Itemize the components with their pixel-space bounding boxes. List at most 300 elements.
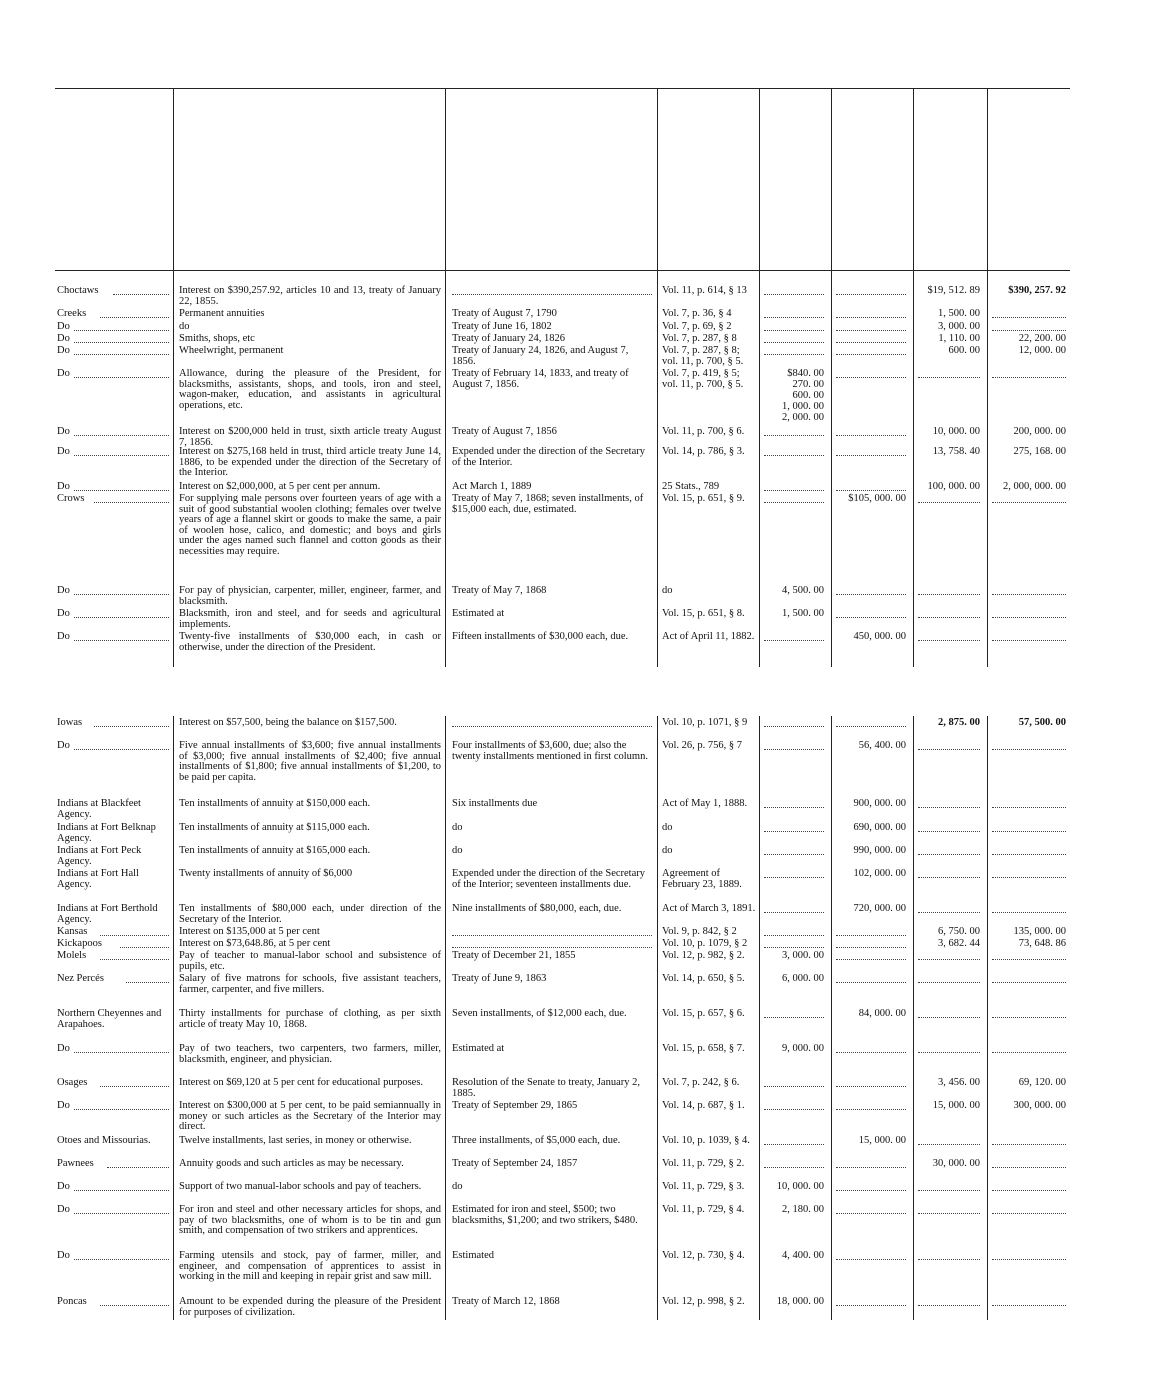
row-description: Ten installments of annuity at $115,000 each. (179, 822, 370, 833)
leader-dots (74, 455, 169, 456)
column-rule (987, 88, 988, 667)
leader-dots (836, 594, 906, 595)
leader-dots (992, 807, 1066, 808)
leader-dots (764, 455, 824, 456)
row-permanent-amount: 100, 000. 00 (927, 481, 980, 492)
leader-dots (918, 502, 980, 503)
leader-dots (836, 435, 906, 436)
row-permanent-amount: 2, 875. 00 (938, 717, 980, 728)
leader-dots (918, 377, 980, 378)
row-name: Choctaws (57, 285, 99, 296)
row-aggregate-amount: 990, 000. 00 (853, 845, 906, 856)
leader-dots (74, 377, 169, 378)
row-installments: Estimated for iron and steel, $500; two blacksmiths, $1,200; and two strikers, $480. (452, 1204, 638, 1226)
row-name: Indians at Fort Belknap Agency. (57, 822, 156, 844)
row-permanent-amount: 3, 682. 44 (938, 938, 980, 949)
leader-dots (764, 330, 824, 331)
leader-dots (992, 1167, 1066, 1168)
leader-dots (764, 435, 824, 436)
row-installments: Expended under the direction of the Secretary of the Interior. (452, 446, 646, 468)
row-reference: Vol. 10, p. 1071, § 9 (662, 717, 748, 728)
leader-dots (836, 1086, 906, 1087)
row-description: Allowance, during the pleasure of the President, for blacksmiths, assistants, shops, and tools, iron and steel, wagon-maker, education, and assistants in agricultural operations, etc. (179, 368, 441, 411)
leader-dots (74, 342, 169, 343)
leader-dots (764, 854, 824, 855)
row-name: Do (57, 1181, 70, 1192)
leader-dots (764, 502, 824, 503)
row-name: Do (57, 426, 70, 437)
row-description: Interest on $200,000 held in trust, sixth article treaty August 7, 1856. (179, 426, 441, 448)
row-trust-amount: 200, 000. 00 (1013, 426, 1066, 437)
row-trust-amount: 12, 000. 00 (1018, 345, 1066, 356)
row-aggregate-amount: 56, 400. 00 (858, 740, 906, 751)
leader-dots (918, 959, 980, 960)
row-description: For iron and steel and other necessary articles for shops, and pay of two blacksmiths, one of whom is to be tin and gun smith, and compensation of two strikers and apprentices. (179, 1204, 441, 1236)
row-description: Interest on $275,168 held in trust, third article treaty June 14, 1886, to be expended under the direction of the Secretary of the Interior. (179, 446, 441, 478)
leader-dots (918, 1190, 980, 1191)
row-reference: 25 Stats., 789 (662, 481, 720, 492)
row-aggregate-amount: 900, 000. 00 (853, 798, 906, 809)
leader-dots (764, 342, 824, 343)
row-name: Do (57, 368, 70, 379)
row-description: Ten installments of annuity at $150,000 each. (179, 798, 371, 809)
row-description: Annuity goods and such articles as may be necessary. (179, 1158, 404, 1169)
leader-dots (836, 490, 906, 491)
row-installments: Estimated at (452, 1043, 505, 1054)
row-permanent-amount: 600. 00 (948, 345, 980, 356)
row-description: Twenty-five installments of $30,000 each, in cash or otherwise, under the direction of the President. (179, 631, 441, 653)
leader-dots (992, 1190, 1066, 1191)
leader-dots (992, 1144, 1066, 1145)
leader-dots (992, 831, 1066, 832)
row-description: Amount to be expended during the pleasure of the President for purposes of civilization. (179, 1296, 441, 1318)
leader-dots (107, 1167, 170, 1168)
leader-dots (74, 640, 169, 641)
row-name: Iowas (57, 717, 83, 728)
row-annual-amount: 1, 500. 00 (782, 608, 824, 619)
row-name: Poncas (57, 1296, 87, 1307)
row-installments: Treaty of December 21, 1855 (452, 950, 576, 961)
leader-dots (992, 1305, 1066, 1306)
leader-dots (100, 959, 169, 960)
row-description: Ten installments of annuity at $165,000 each. (179, 845, 371, 856)
leader-dots (836, 935, 906, 936)
row-reference: Vol. 12, p. 982, § 2. (662, 950, 745, 961)
leader-dots (918, 854, 980, 855)
leader-dots (836, 1052, 906, 1053)
leader-dots (918, 1052, 980, 1053)
leader-dots (74, 1190, 169, 1191)
leader-dots (836, 1190, 906, 1191)
row-reference: Vol. 11, p. 614, § 13 (662, 285, 747, 296)
row-reference: Vol. 11, p. 729, § 2. (662, 1158, 745, 1169)
leader-dots (100, 935, 169, 936)
row-permanent-amount: 30, 000. 00 (932, 1158, 980, 1169)
row-name: Otoes and Missourias. (57, 1135, 151, 1146)
row-reference: Vol. 14, p. 650, § 5. (662, 973, 745, 984)
leader-dots (992, 854, 1066, 855)
row-name: Do (57, 345, 70, 356)
leader-dots (992, 749, 1066, 750)
row-reference: Vol. 15, p. 651, § 9. (662, 493, 745, 504)
row-aggregate-amount: 102, 000. 00 (853, 868, 906, 879)
row-annual-amount: 1, 000. 00 (782, 401, 824, 412)
leader-dots (764, 807, 824, 808)
leader-dots (100, 1305, 169, 1306)
leader-dots (764, 1086, 824, 1087)
row-reference: Vol. 12, p. 998, § 2. (662, 1296, 745, 1307)
row-aggregate-amount: 690, 000. 00 (853, 822, 906, 833)
row-annual-amount: 6, 000. 00 (782, 973, 824, 984)
row-trust-amount: 57, 500. 00 (1018, 717, 1066, 728)
leader-dots (992, 377, 1066, 378)
row-description: Pay of teacher to manual-labor school and subsistence of pupils, etc. (179, 950, 441, 972)
row-installments: Treaty of August 7, 1790 (452, 308, 557, 319)
column-rule (445, 716, 446, 1320)
header-bottom-rule (55, 270, 1070, 271)
leader-dots (992, 640, 1066, 641)
row-trust-amount: 73, 648. 86 (1018, 938, 1066, 949)
row-annual-amount: 3, 000. 00 (782, 950, 824, 961)
column-rule (759, 88, 760, 667)
row-name: Molels (57, 950, 87, 961)
leader-dots (74, 435, 169, 436)
leader-dots (764, 490, 824, 491)
row-reference: Vol. 7, p. 287, § 8 (662, 333, 737, 344)
leader-dots (126, 982, 169, 983)
row-installments: do (452, 822, 463, 833)
leader-dots (836, 959, 906, 960)
row-trust-amount: $390, 257. 92 (1008, 285, 1066, 296)
leader-dots (918, 912, 980, 913)
row-description: Blacksmith, iron and steel, and for seeds and agricultural implements. (179, 608, 441, 630)
leader-dots (992, 317, 1066, 318)
leader-dots (918, 807, 980, 808)
leader-dots (764, 640, 824, 641)
row-description: Interest on $57,500, being the balance on $157,500. (179, 717, 397, 728)
row-reference: Vol. 7, p. 242, § 6. (662, 1077, 740, 1088)
leader-dots (764, 1167, 824, 1168)
column-rule (173, 88, 174, 667)
leader-dots (918, 749, 980, 750)
column-rule (831, 88, 832, 667)
leader-dots (918, 877, 980, 878)
row-installments: do (452, 845, 463, 856)
leader-dots (452, 935, 652, 936)
row-name: Do (57, 1204, 70, 1215)
table-top-rule (55, 88, 1070, 89)
row-description: Interest on $2,000,000, at 5 per cent per annum. (179, 481, 381, 492)
leader-dots (764, 947, 824, 948)
row-reference: Vol. 10, p. 1039, § 4. (662, 1135, 750, 1146)
row-description: Farming utensils and stock, pay of farmer, miller, and engineer, and compensation of apprentices to assist in working in the mill and keeping in repair grist and saw mill. (179, 1250, 441, 1282)
row-trust-amount: 22, 200. 00 (1018, 333, 1066, 344)
row-installments: Treaty of January 24, 1826 (452, 333, 566, 344)
row-description: Five annual installments of $3,600; five annual installments of $3,000; five annual installments of $2,400; five annual installments of $1,800; five annual installments of $1,200, to be paid per capita. (179, 740, 441, 783)
leader-dots (764, 749, 824, 750)
row-reference: Vol. 11, p. 700, § 6. (662, 426, 745, 437)
leader-dots (764, 294, 824, 295)
row-permanent-amount: 10, 000. 00 (932, 426, 980, 437)
leader-dots (836, 330, 906, 331)
row-installments: Six installments due (452, 798, 538, 809)
row-name: Do (57, 321, 70, 332)
row-description: Interest on $300,000 at 5 per cent, to be paid semiannually in money or such articles as the Secretary of the Interior may direct. (179, 1100, 441, 1132)
row-description: Support of two manual-labor schools and pay of teachers. (179, 1181, 422, 1192)
leader-dots (74, 617, 169, 618)
row-permanent-amount: 15, 000. 00 (932, 1100, 980, 1111)
row-name: Northern Cheyennes and Arapahoes. (57, 1008, 162, 1030)
row-annual-amount: 10, 000. 00 (776, 1181, 824, 1192)
row-reference: Act of March 3, 1891. (662, 903, 756, 914)
row-reference: do (662, 845, 673, 856)
leader-dots (452, 294, 652, 295)
row-name: Pawnees (57, 1158, 94, 1169)
row-name: Indians at Fort Hall Agency. (57, 868, 139, 890)
row-name: Indians at Fort Peck Agency. (57, 845, 142, 867)
row-installments: Treaty of September 29, 1865 (452, 1100, 578, 1111)
row-description: For pay of physician, carpenter, miller, engineer, farmer, and blacksmith. (179, 585, 441, 607)
leader-dots (74, 354, 169, 355)
leader-dots (836, 342, 906, 343)
leader-dots (836, 377, 906, 378)
row-installments: Seven installments, of $12,000 each, due. (452, 1008, 627, 1019)
row-annual-amount: 600. 00 (792, 390, 824, 401)
row-installments: Nine installments of $80,000, each, due. (452, 903, 622, 914)
leader-dots (836, 1109, 906, 1110)
row-description: Interest on $390,257.92, articles 10 and 13, treaty of January 22, 1855. (179, 285, 441, 307)
row-reference: Vol. 14, p. 687, § 1. (662, 1100, 745, 1111)
row-description: Ten installments of $80,000 each, under direction of the Secretary of the Interior. (179, 903, 441, 925)
leader-dots (836, 982, 906, 983)
leader-dots (764, 912, 824, 913)
row-installments: Treaty of August 7, 1856 (452, 426, 557, 437)
leader-dots (836, 726, 906, 727)
row-aggregate-amount: 84, 000. 00 (858, 1008, 906, 1019)
leader-dots (918, 1259, 980, 1260)
leader-dots (764, 935, 824, 936)
row-description: Interest on $73,648.86, at 5 per cent (179, 938, 331, 949)
leader-dots (74, 330, 169, 331)
leader-dots (74, 490, 169, 491)
row-name: Kansas (57, 926, 88, 937)
row-reference: Vol. 14, p. 786, § 3. (662, 446, 745, 457)
leader-dots (94, 502, 170, 503)
row-annual-amount: 4, 500. 00 (782, 585, 824, 596)
row-annual-amount: $840. 00 (787, 368, 824, 379)
leader-dots (992, 594, 1066, 595)
leader-dots (452, 947, 652, 948)
leader-dots (836, 1259, 906, 1260)
leader-dots (918, 594, 980, 595)
leader-dots (836, 947, 906, 948)
row-name: Do (57, 585, 70, 596)
leader-dots (918, 831, 980, 832)
row-installments: Treaty of September 24, 1857 (452, 1158, 578, 1169)
row-permanent-amount: 1, 110. 00 (938, 333, 980, 344)
row-trust-amount: 300, 000. 00 (1013, 1100, 1066, 1111)
row-reference: Vol. 7, p. 419, § 5; vol. 11, p. 700, § 5. (662, 368, 744, 390)
row-reference: Vol. 15, p. 651, § 8. (662, 608, 745, 619)
row-installments: Treaty of February 14, 1833, and treaty of August 7, 1856. (452, 368, 629, 390)
leader-dots (94, 726, 170, 727)
row-reference: Vol. 7, p. 287, § 8; vol. 11, p. 700, § 5. (662, 345, 744, 367)
row-reference: Act of May 1, 1888. (662, 798, 748, 809)
row-reference: Vol. 15, p. 657, § 6. (662, 1008, 745, 1019)
row-name: Do (57, 1100, 70, 1111)
row-permanent-amount: $19, 512. 89 (927, 285, 980, 296)
leader-dots (764, 877, 824, 878)
leader-dots (992, 959, 1066, 960)
leader-dots (764, 1017, 824, 1018)
row-name: Do (57, 333, 70, 344)
row-installments: Act March 1, 1889 (452, 481, 532, 492)
row-description: Twenty installments of annuity of $6,000 (179, 868, 353, 879)
row-name: Indians at Blackfeet Agency. (57, 798, 141, 820)
leader-dots (764, 1144, 824, 1145)
row-name: Do (57, 481, 70, 492)
leader-dots (836, 1167, 906, 1168)
leader-dots (764, 726, 824, 727)
column-rule (657, 88, 658, 667)
row-trust-amount: 2, 000, 000. 00 (1003, 481, 1066, 492)
row-installments: Fifteen installments of $30,000 each, due. (452, 631, 629, 642)
row-installments: Expended under the direction of the Secretary of the Interior; seventeen installments due. (452, 868, 646, 890)
row-aggregate-amount: $105, 000. 00 (848, 493, 906, 504)
leader-dots (764, 1109, 824, 1110)
column-rule (759, 716, 760, 1320)
row-description: Interest on $69,120 at 5 per cent for educational purposes. (179, 1077, 424, 1088)
leader-dots (74, 1259, 169, 1260)
row-permanent-amount: 13, 758. 40 (932, 446, 980, 457)
row-permanent-amount: 1, 500. 00 (938, 308, 980, 319)
leader-dots (836, 317, 906, 318)
leader-dots (992, 1017, 1066, 1018)
row-installments: Treaty of March 12, 1868 (452, 1296, 560, 1307)
row-description: Twelve installments, last series, in money or otherwise. (179, 1135, 412, 1146)
row-annual-amount: 2, 180. 00 (782, 1204, 824, 1215)
leader-dots (120, 947, 170, 948)
row-description: Smiths, shops, etc (179, 333, 255, 344)
leader-dots (992, 330, 1066, 331)
leader-dots (992, 502, 1066, 503)
leader-dots (992, 982, 1066, 983)
row-trust-amount: 69, 120. 00 (1018, 1077, 1066, 1088)
row-description: For supplying male persons over fourteen years of age with a suit of good substantial woolen clothing; females over twelve years of age a flannel skirt or goods to make the same, a pair of woolen hose, calico, and domestic; and boys and girls under the ages named such flannel and cotton goods as their necessities may require. (179, 493, 441, 557)
row-trust-amount: 135, 000. 00 (1013, 926, 1066, 937)
row-installments: Treaty of June 9, 1863 (452, 973, 547, 984)
leader-dots (836, 455, 906, 456)
row-name: Do (57, 1043, 70, 1054)
leader-dots (764, 317, 824, 318)
leader-dots (992, 877, 1066, 878)
row-name: Crows (57, 493, 85, 504)
row-reference: Vol. 11, p. 729, § 3. (662, 1181, 745, 1192)
row-description: Permanent annuities (179, 308, 265, 319)
leader-dots (74, 1052, 169, 1053)
column-rule (831, 716, 832, 1320)
row-description: do (179, 321, 190, 332)
row-reference: Vol. 7, p. 36, § 4 (662, 308, 732, 319)
leader-dots (992, 617, 1066, 618)
leader-dots (74, 594, 169, 595)
leader-dots (992, 912, 1066, 913)
row-name: Do (57, 1250, 70, 1261)
row-description: Pay of two teachers, two carpenters, two farmers, miller, blacksmith, engineer, and physician. (179, 1043, 441, 1065)
leader-dots (74, 749, 169, 750)
row-aggregate-amount: 15, 000. 00 (858, 1135, 906, 1146)
leader-dots (918, 1144, 980, 1145)
row-description: Wheelwright, permanent (179, 345, 284, 356)
column-rule (657, 716, 658, 1320)
column-rule (913, 716, 914, 1320)
column-rule (445, 88, 446, 667)
row-name: Do (57, 740, 70, 751)
leader-dots (836, 354, 906, 355)
leader-dots (113, 294, 169, 295)
row-installments: Four installments of $3,600, due; also the twenty installments mentioned in first column. (452, 740, 648, 762)
row-reference: Vol. 7, p. 69, § 2 (662, 321, 732, 332)
leader-dots (918, 1305, 980, 1306)
leader-dots (100, 317, 169, 318)
row-name: Do (57, 446, 70, 457)
row-annual-amount: 4, 400. 00 (782, 1250, 824, 1261)
row-reference: do (662, 822, 673, 833)
row-reference: Vol. 15, p. 658, § 7. (662, 1043, 745, 1054)
row-reference: Vol. 10, p. 1079, § 2 (662, 938, 748, 949)
row-permanent-amount: 6, 750. 00 (938, 926, 980, 937)
row-reference: do (662, 585, 673, 596)
row-installments: Resolution of the Senate to treaty, January 2, 1885. (452, 1077, 640, 1099)
row-annual-amount: 2, 000. 00 (782, 412, 824, 423)
row-installments: Estimated (452, 1250, 494, 1261)
row-installments: Treaty of May 7, 1868 (452, 585, 547, 596)
row-annual-amount: 270. 00 (792, 379, 824, 390)
row-permanent-amount: 3, 000. 00 (938, 321, 980, 332)
leader-dots (74, 1109, 169, 1110)
column-rule (173, 716, 174, 1320)
row-permanent-amount: 3, 456. 00 (938, 1077, 980, 1088)
row-aggregate-amount: 450, 000. 00 (853, 631, 906, 642)
leader-dots (992, 1213, 1066, 1214)
row-annual-amount: 9, 000. 00 (782, 1043, 824, 1054)
row-installments: Estimated at (452, 608, 505, 619)
row-installments: Treaty of June 16, 1802 (452, 321, 552, 332)
row-name: Creeks (57, 308, 87, 319)
row-aggregate-amount: 720, 000. 00 (853, 903, 906, 914)
leader-dots (836, 294, 906, 295)
leader-dots (100, 1086, 169, 1087)
row-reference: Vol. 11, p. 729, § 4. (662, 1204, 745, 1215)
row-name: Kickapoos (57, 938, 102, 949)
leader-dots (918, 1017, 980, 1018)
row-reference: Agreement of February 23, 1889. (662, 868, 742, 890)
row-reference: Act of April 11, 1882. (662, 631, 755, 642)
row-trust-amount: 275, 168. 00 (1013, 446, 1066, 457)
leader-dots (452, 726, 652, 727)
row-description: Thirty installments for purchase of clothing, as per sixth article of treaty May 10, 1868. (179, 1008, 441, 1030)
column-rule (987, 716, 988, 1320)
row-installments: Three installments, of $5,000 each, due. (452, 1135, 621, 1146)
leader-dots (764, 354, 824, 355)
leader-dots (74, 1213, 169, 1214)
leader-dots (918, 617, 980, 618)
leader-dots (918, 1213, 980, 1214)
row-description: Salary of five matrons for schools, five assistant teachers, farmer, carpenter, and five millers. (179, 973, 441, 995)
row-name: Indians at Fort Berthold Agency. (57, 903, 158, 925)
row-name: Nez Percés (57, 973, 104, 984)
row-name: Do (57, 631, 70, 642)
